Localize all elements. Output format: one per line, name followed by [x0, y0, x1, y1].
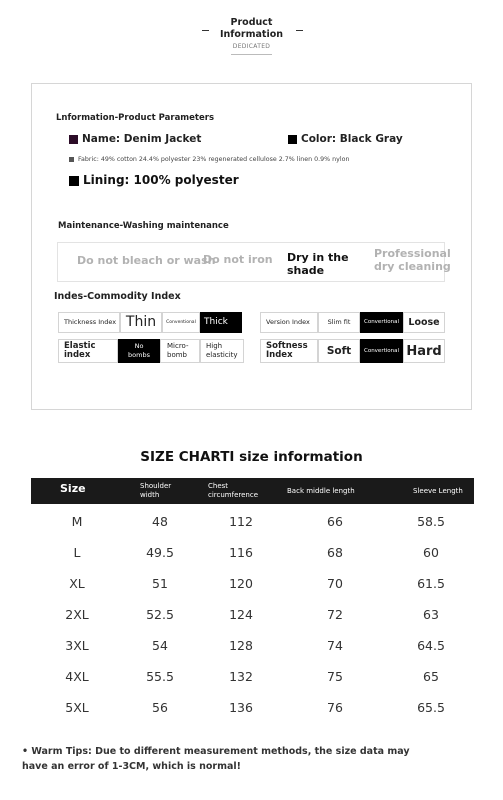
wash-professional-dry-clean	[374, 247, 451, 273]
micro-bomb-line1: Micro-	[167, 342, 189, 350]
parameters-section-title: Lnformation-Product Parameters	[56, 113, 215, 123]
header-chest-line2: circumference	[208, 491, 259, 499]
header-title-line2: Information	[219, 29, 284, 40]
table-cell: 3XL	[65, 638, 89, 653]
table-cell: XL	[69, 576, 85, 591]
header-shoulder-line2: width	[140, 491, 160, 499]
warm-tip-line2: have an error of 1-3CM, which is normal!	[22, 761, 241, 772]
table-cell: 72	[327, 607, 343, 622]
table-cell: 48	[152, 514, 168, 529]
table-cell: 74	[327, 638, 343, 653]
table-cell: 64.5	[417, 638, 445, 653]
elastic-high	[200, 339, 244, 363]
header-sleeve-length: Sleeve Length	[413, 487, 463, 495]
product-color	[288, 133, 403, 145]
elastic-no-bombs-selected	[118, 339, 160, 363]
table-cell: 5XL	[65, 700, 89, 715]
header-back-length: Back middle length	[287, 487, 355, 495]
header-shoulder	[140, 482, 171, 500]
high-elasticity-line2: elasticity	[206, 351, 238, 359]
color-bullet-icon	[288, 135, 297, 144]
product-name	[69, 133, 201, 145]
table-cell: 2XL	[65, 607, 89, 622]
thickness-index-label: Thickness Index	[58, 312, 120, 333]
product-fabric-text: Fabric: 49% cotton 24.4% polyester 23% regenerated cellulose 2.7% linen 0.9% nylon	[78, 156, 350, 163]
wash-professional-line1: Professional	[374, 247, 451, 260]
elastic-micro-bomb	[160, 339, 200, 363]
commodity-section-title: Indes-Commodity Index	[54, 291, 181, 302]
maintenance-section-title: Maintenance-Washing maintenance	[58, 221, 229, 231]
table-cell: 65.5	[417, 700, 445, 715]
elastic-label-line1: Elastic	[64, 341, 96, 351]
product-lining-text: Lining: 100% polyester	[83, 173, 239, 187]
table-cell: 124	[229, 607, 253, 622]
wash-dry-shade-line1: Dry in the	[287, 251, 349, 264]
softness-index-label	[260, 339, 318, 363]
product-fabric	[69, 156, 349, 163]
table-cell: 49.5	[146, 545, 174, 560]
product-lining	[69, 173, 239, 187]
softness-label-line2: Index	[266, 350, 293, 360]
table-cell: 52.5	[146, 607, 174, 622]
softness-conventional-selected: Convertional	[360, 339, 403, 363]
table-cell: 55.5	[146, 669, 174, 684]
thickness-thin: Thin	[120, 312, 162, 333]
table-cell: 112	[229, 514, 253, 529]
softness-soft: Soft	[318, 339, 360, 363]
table-cell: 76	[327, 700, 343, 715]
softness-hard: Hard	[403, 339, 445, 363]
no-bombs-line2: bombs	[128, 351, 150, 359]
table-cell: M	[71, 514, 83, 529]
table-cell: 65	[423, 669, 439, 684]
size-table-header	[31, 478, 474, 504]
table-cell: 56	[152, 700, 168, 715]
no-bombs-line1: No	[134, 342, 144, 350]
table-cell: 63	[423, 607, 439, 622]
table-cell: 75	[327, 669, 343, 684]
header-underline	[231, 54, 272, 55]
product-name-text: Name: Denim Jacket	[82, 133, 202, 145]
wash-no-iron: Do not iron	[203, 253, 273, 266]
micro-bomb-line2: bomb	[167, 351, 187, 359]
lining-bullet-icon	[69, 176, 79, 186]
warm-tip-line1: • Warm Tips: Due to different measurement methods, the size data may	[22, 746, 410, 757]
table-cell: 58.5	[417, 514, 445, 529]
header-size: Size	[60, 482, 86, 495]
table-cell: 68	[327, 545, 343, 560]
table-cell: 51	[152, 576, 168, 591]
header-chest-line1: Chest	[208, 482, 229, 490]
table-cell: 132	[229, 669, 253, 684]
table-cell: 120	[229, 576, 253, 591]
header-title	[0, 17, 503, 41]
warm-tip	[22, 744, 492, 774]
elastic-label-line2: index	[64, 350, 91, 360]
fabric-bullet-icon	[69, 157, 74, 162]
thickness-thick-selected: Thick	[200, 312, 242, 333]
wash-dry-shade	[287, 251, 349, 277]
table-cell: 70	[327, 576, 343, 591]
header-chest	[208, 482, 258, 500]
table-cell: L	[73, 545, 81, 560]
version-slim-fit: Slim fit	[318, 312, 360, 333]
table-cell: 66	[327, 514, 343, 529]
softness-label-line1: Softness	[266, 341, 308, 351]
version-conventional-selected: Convertional	[360, 312, 403, 333]
elastic-index-label	[58, 339, 118, 363]
table-cell: 116	[229, 545, 253, 560]
thickness-conventional: Conventional	[162, 312, 200, 333]
version-index-label: Version Index	[260, 312, 318, 333]
table-cell: 128	[229, 638, 253, 653]
version-loose: Loose	[403, 312, 445, 333]
wash-no-bleach: Do not bleach or wash	[77, 254, 216, 267]
header-subtitle: DEDICATED	[232, 43, 271, 50]
header-title-line1: Product	[230, 17, 273, 28]
table-cell: 136	[229, 700, 253, 715]
table-cell: 60	[423, 545, 439, 560]
header-shoulder-line1: Shoulder	[140, 482, 172, 490]
product-color-text: Color: Black Gray	[301, 133, 403, 145]
wash-dry-shade-line2: shade	[287, 264, 325, 277]
name-bullet-icon	[69, 135, 78, 144]
wash-professional-line2: dry cleaning	[374, 260, 451, 273]
table-cell: 61.5	[417, 576, 445, 591]
size-chart-title: SIZE CHARTI size information	[140, 449, 363, 465]
table-cell: 54	[152, 638, 168, 653]
table-cell: 4XL	[65, 669, 89, 684]
high-elasticity-line1: High	[206, 342, 223, 350]
